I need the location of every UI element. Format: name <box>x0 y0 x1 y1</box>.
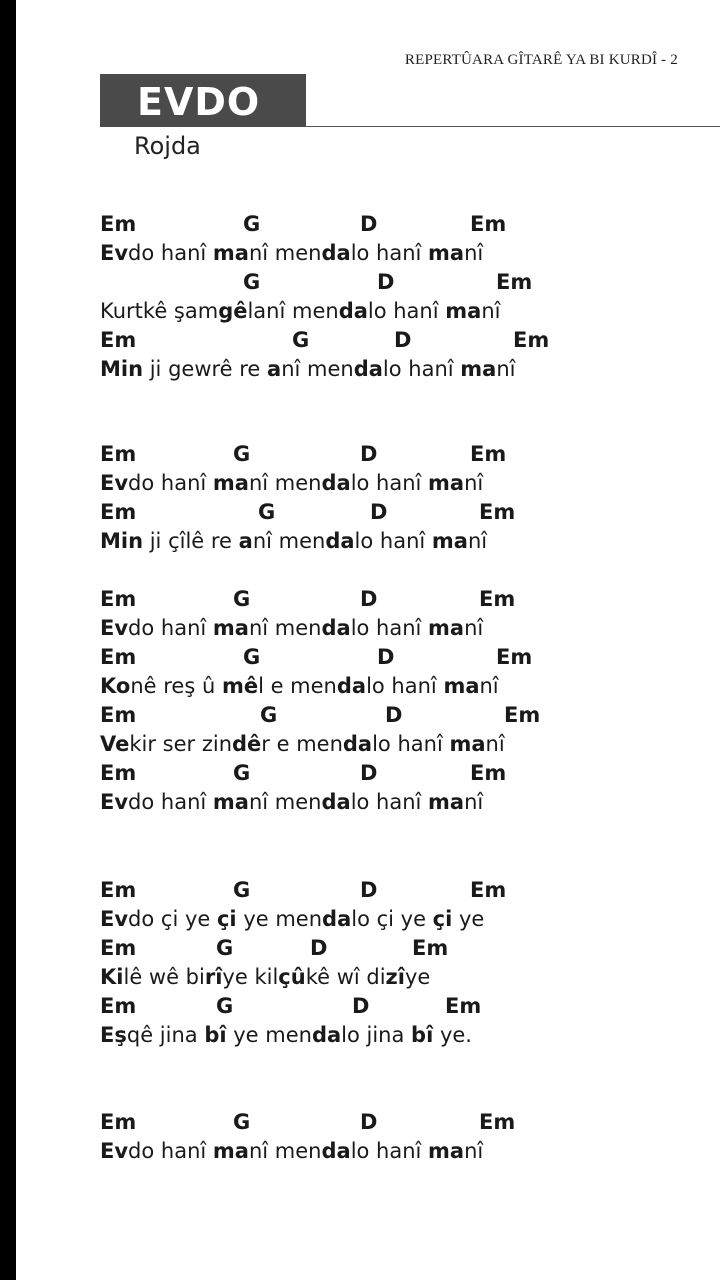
chord: Em <box>479 500 516 524</box>
chord: D <box>360 212 378 236</box>
chord: D <box>360 878 378 902</box>
chord: G <box>258 500 276 524</box>
lyric-text: r e men <box>261 732 343 756</box>
chord: G <box>216 936 234 960</box>
stressed-syllable: a <box>267 357 282 381</box>
lyric-line <box>100 965 430 993</box>
stressed-syllable: ma <box>445 299 482 323</box>
lyric-line <box>100 1023 472 1051</box>
stressed-syllable: zî <box>385 965 405 989</box>
lyric-text: nî men <box>248 471 322 495</box>
chord: G <box>216 994 234 1018</box>
stressed-syllable: da <box>325 529 355 553</box>
stressed-syllable: ma <box>212 1139 249 1163</box>
chord: G <box>243 212 261 236</box>
stressed-syllable: Ki <box>100 965 124 989</box>
stressed-syllable: Ev <box>100 1139 129 1163</box>
stressed-syllable: ma <box>212 241 249 265</box>
lyric-text: nî <box>467 529 488 553</box>
chord: D <box>310 936 328 960</box>
chord: G <box>233 1110 251 1134</box>
lyric-text: Kurtkê şam <box>100 299 219 323</box>
lyric-text: do hanî <box>128 241 213 265</box>
chord: G <box>292 328 310 352</box>
lyric-text: nî men <box>248 1139 322 1163</box>
stressed-syllable: dê <box>232 732 262 756</box>
stressed-syllable: Ev <box>100 471 129 495</box>
lyric-text: lo hanî <box>350 241 429 265</box>
lyric-line <box>100 732 505 760</box>
left-edge-bar <box>0 0 16 1280</box>
lyric-line <box>100 616 483 644</box>
stressed-syllable: ma <box>443 674 480 698</box>
lyric-text: nî <box>496 357 516 381</box>
lyric-line <box>100 471 483 499</box>
lyric-text: lo hanî <box>372 732 450 756</box>
stressed-syllable: ma <box>212 471 249 495</box>
artist-name: Rojda <box>134 132 201 160</box>
lyric-text: nî <box>481 299 501 323</box>
lyric-text: nî men <box>281 357 354 381</box>
chord: Em <box>496 645 533 669</box>
lyric-text: nê reş û <box>130 674 222 698</box>
chord: Em <box>100 878 137 902</box>
chord: Em <box>100 500 137 524</box>
lyric-text: nî <box>464 790 484 814</box>
lyric-line <box>100 241 483 269</box>
stressed-syllable: Ev <box>100 241 129 265</box>
stressed-syllable: Ev <box>100 907 129 931</box>
title-box <box>100 74 306 127</box>
chord: Em <box>470 442 507 466</box>
lyric-text: lo çi ye <box>351 907 433 931</box>
chord: D <box>385 703 403 727</box>
lyric-text: qê jina <box>126 1023 205 1047</box>
chord: Em <box>100 442 137 466</box>
stressed-syllable: da <box>353 357 383 381</box>
lyric-text: lo hanî <box>350 1139 429 1163</box>
chord: Em <box>479 587 516 611</box>
stressed-syllable: ma <box>460 357 497 381</box>
chord: Em <box>479 1110 516 1134</box>
stressed-syllable: bî <box>411 1023 434 1047</box>
stressed-syllable: da <box>321 1139 351 1163</box>
lyric-text: ji gewrê re <box>143 357 268 381</box>
chord: G <box>243 270 261 294</box>
stressed-syllable: bî <box>204 1023 227 1047</box>
lyric-text: nî men <box>252 529 326 553</box>
stressed-syllable: çi <box>432 907 453 931</box>
stressed-syllable: Min <box>100 529 144 553</box>
lyric-text: kê wî di <box>305 965 386 989</box>
lyric-text: l e men <box>258 674 337 698</box>
lyric-text: ji çîlê re <box>143 529 239 553</box>
chord: G <box>233 442 251 466</box>
chord: G <box>243 645 261 669</box>
stressed-syllable: ma <box>428 1139 465 1163</box>
lyric-text: lo jina <box>341 1023 412 1047</box>
chord: D <box>360 587 378 611</box>
chord: D <box>360 442 378 466</box>
stressed-syllable: Ev <box>100 616 129 640</box>
lyric-text: lo hanî <box>366 674 444 698</box>
lyric-text: do hanî <box>128 471 213 495</box>
stressed-syllable: Min <box>100 357 144 381</box>
stressed-syllable: da <box>321 241 351 265</box>
lyric-text: nî men <box>248 616 322 640</box>
lyric-text: lo hanî <box>367 299 446 323</box>
chord: G <box>233 761 251 785</box>
stressed-syllable: Ko <box>100 674 131 698</box>
stressed-syllable: da <box>342 732 373 756</box>
lyric-line <box>100 299 500 327</box>
chord: Em <box>100 761 137 785</box>
stressed-syllable: ma <box>428 616 465 640</box>
lyric-text: do hanî <box>128 790 213 814</box>
chord: D <box>377 270 395 294</box>
chord: G <box>233 878 251 902</box>
lyric-text: lo hanî <box>350 471 429 495</box>
lyric-text: ye <box>452 907 485 931</box>
stressed-syllable: gê <box>218 299 248 323</box>
lyric-text: nî <box>464 471 484 495</box>
stressed-syllable: Ve <box>100 732 130 756</box>
stressed-syllable: ma <box>212 616 249 640</box>
stressed-syllable: da <box>336 674 367 698</box>
lyric-text: ye <box>404 965 431 989</box>
chord: D <box>360 761 378 785</box>
lyric-line <box>100 529 487 557</box>
stressed-syllable: ma <box>449 732 486 756</box>
lyric-text: nî men <box>248 790 322 814</box>
chord: Em <box>100 1110 137 1134</box>
lyric-text: nî <box>464 616 484 640</box>
chord: Em <box>412 936 449 960</box>
stressed-syllable: da <box>321 471 351 495</box>
chord: D <box>370 500 388 524</box>
stressed-syllable: da <box>321 616 351 640</box>
chord: G <box>260 703 278 727</box>
stressed-syllable: a <box>238 529 253 553</box>
chord: Em <box>513 328 550 352</box>
stressed-syllable: mê <box>221 674 259 698</box>
lyric-text: nî <box>479 674 499 698</box>
stressed-syllable: ma <box>428 471 465 495</box>
lyric-text: do çi ye <box>128 907 217 931</box>
lyric-line <box>100 357 516 385</box>
lyric-text: nî <box>464 1139 484 1163</box>
stressed-syllable: ma <box>431 529 468 553</box>
chord: Em <box>496 270 533 294</box>
lyric-text: lo hanî <box>350 616 429 640</box>
stressed-syllable: ma <box>212 790 249 814</box>
chord: Em <box>100 645 137 669</box>
song-title: EVDO <box>137 80 261 124</box>
lyric-text: ye men <box>236 907 323 931</box>
lyric-text: kir ser zin <box>129 732 233 756</box>
chord: Em <box>100 936 137 960</box>
running-header: REPERTÛARA GÎTARÊ YA BI KURDÎ - 2 <box>404 52 678 68</box>
lyric-text: do hanî <box>128 616 213 640</box>
stressed-syllable: Eş <box>100 1023 127 1047</box>
stressed-syllable: ma <box>428 241 465 265</box>
stressed-syllable: çû <box>278 965 306 989</box>
lyric-text: ye. <box>433 1023 472 1047</box>
chord: Em <box>100 212 137 236</box>
lyric-text: lo hanî <box>350 790 429 814</box>
lyric-line <box>100 674 499 702</box>
chord: D <box>360 1110 378 1134</box>
lyric-text: ye men <box>226 1023 312 1047</box>
stressed-syllable: çi <box>216 907 237 931</box>
stressed-syllable: da <box>338 299 368 323</box>
chord: Em <box>100 994 137 1018</box>
chord: D <box>394 328 412 352</box>
stressed-syllable: da <box>321 790 351 814</box>
lyric-text: lo hanî <box>354 529 432 553</box>
lyric-text: ye kil <box>222 965 279 989</box>
chord: Em <box>470 761 507 785</box>
chord: Em <box>100 703 137 727</box>
lyric-text: nî men <box>248 241 322 265</box>
chord: Em <box>470 878 507 902</box>
lyric-line <box>100 1139 483 1167</box>
lyric-text: lê wê bi <box>123 965 205 989</box>
stressed-syllable: rî <box>204 965 223 989</box>
chord: Em <box>445 994 482 1018</box>
stressed-syllable: da <box>322 907 352 931</box>
chord: Em <box>470 212 507 236</box>
lyric-text: do hanî <box>128 1139 213 1163</box>
stressed-syllable: da <box>311 1023 342 1047</box>
stressed-syllable: Ev <box>100 790 129 814</box>
lyric-text: nî <box>464 241 484 265</box>
lyric-text: nî <box>485 732 505 756</box>
chord: Em <box>504 703 541 727</box>
lyric-text: lo hanî <box>382 357 461 381</box>
stressed-syllable: ma <box>428 790 465 814</box>
lyric-line <box>100 790 483 818</box>
chord: D <box>377 645 395 669</box>
chord: G <box>233 587 251 611</box>
lyric-text: lanî men <box>247 299 339 323</box>
chord: D <box>352 994 370 1018</box>
lyric-line <box>100 907 484 935</box>
chord: Em <box>100 328 137 352</box>
chord: Em <box>100 587 137 611</box>
